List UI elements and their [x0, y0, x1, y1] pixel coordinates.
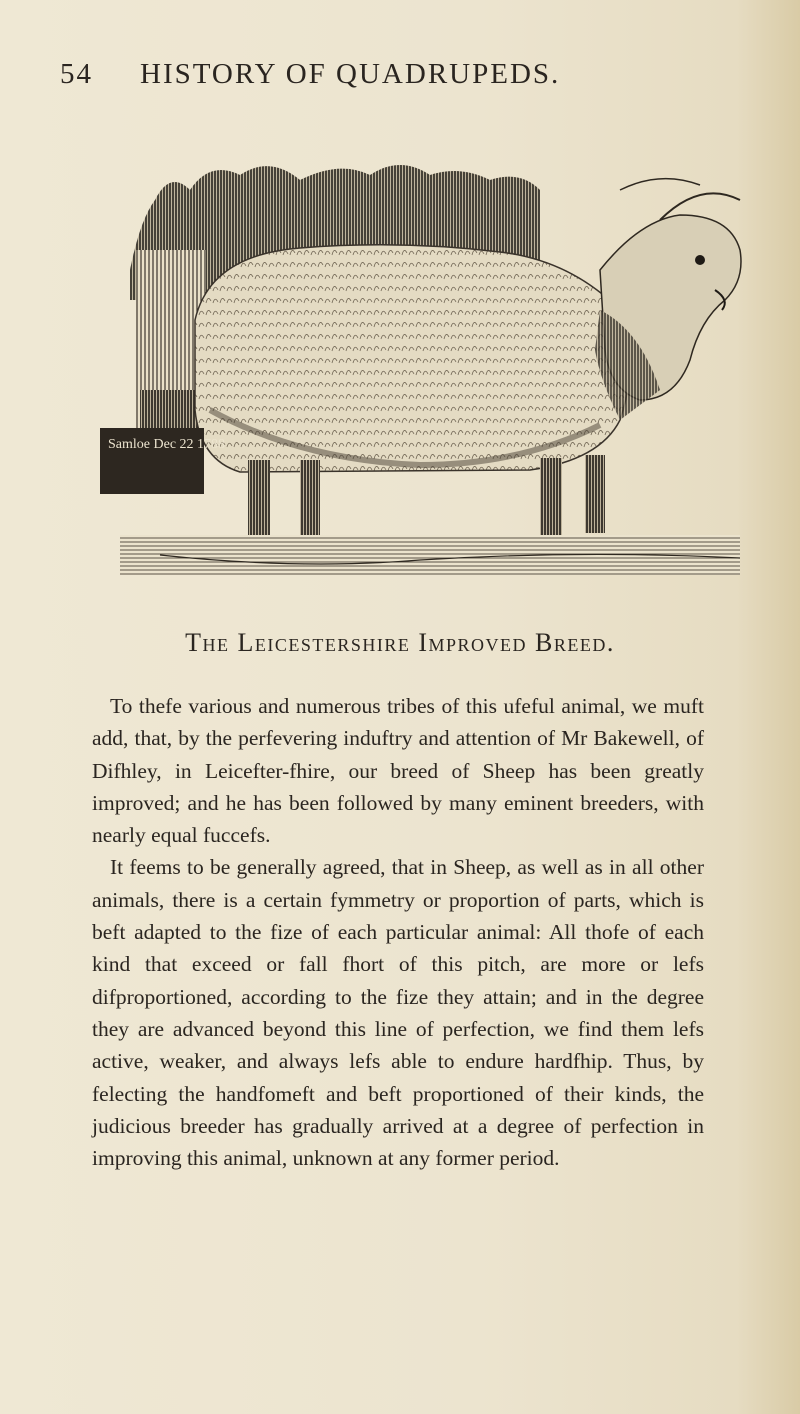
ram-illustration — [100, 160, 760, 580]
sheep-engraving — [100, 160, 760, 580]
svg-text:Samloe Dec 22 1788: Samloe Dec 22 1788 — [108, 437, 226, 452]
paragraph-1: To thefe various and numerous tribes of this ufeful animal, we muft add, that, by the perfevering induftry and attention of Mr Bakewell, of Difhley, in Leicefter-fhire, our breed of Sheep has been greatly improved; and he has been followed by many eminent breeders, with nearly equal fuccefs. — [92, 694, 704, 848]
page-header — [60, 58, 720, 98]
body-text — [92, 690, 704, 1174]
engraver-signature — [100, 428, 225, 494]
figure-caption: The Leicestershire Improved Breed. — [185, 628, 615, 657]
paragraph-2: It feems to be generally agreed, that in Sheep, as well as in all other animals, there is a certain fymmetry or proportion of parts, which is beft adapted to the fize of each particular animal: All thofe of each kind that exceed or fall fhort of this pitch, are more or lefs difproportioned, according to the fize they attain; and in the degree they are advanced beyond this line of perfection, we find them lefs active, weaker, and always lefs able to endure hardfhip. Thus, by felecting the handfomeft and beft proportioned of their kinds, the judicious breeder has gradually arrived at a degree of perfection in improving this animal, unknown at any former period. — [92, 855, 704, 1171]
running-title: HISTORY OF QUADRUPEDS. — [140, 58, 561, 90]
page-number: 54 — [60, 58, 93, 90]
